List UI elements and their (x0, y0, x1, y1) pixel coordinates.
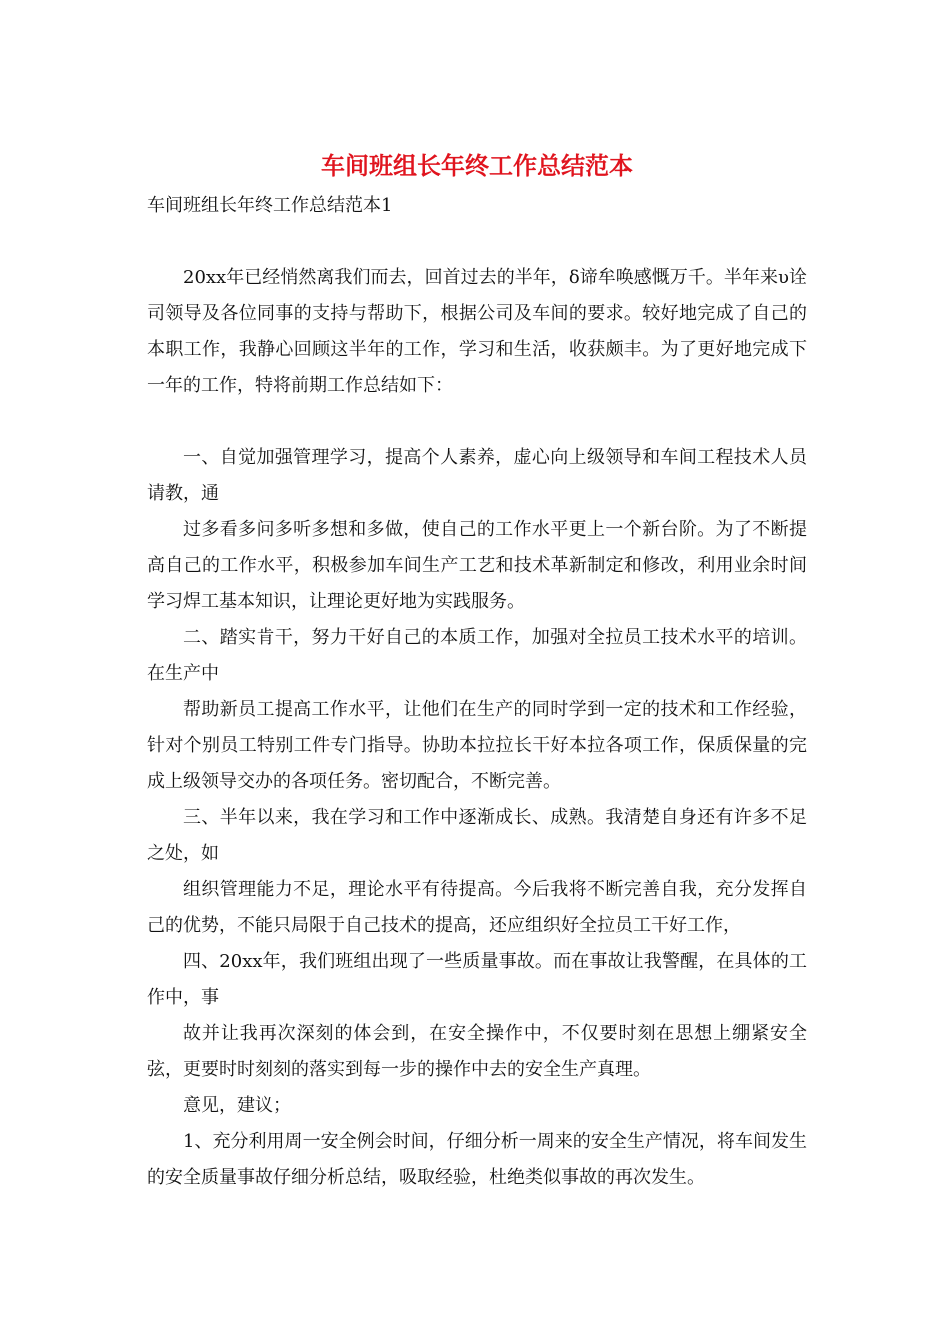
suggestions-heading: 意见，建议； (183, 1095, 291, 1116)
section-4-body-paragraph: 故并让我再次深刻的体会到，在安全操作中，不仅要时刻在思想上绷紧安全弦，更要时时刻刻的落实到每一步的操作中去的安全生产真理。 (147, 1023, 807, 1080)
document-title: 车间班组长年终工作总结范本 (321, 151, 633, 180)
section-2-body-paragraph: 帮助新员工提高工作水平，让他们在生产的同时学到一定的技术和工作经验，针对个别员工特别工件专门指导。协助本拉拉长干好本拉各项工作，保质保量的完成上级领导交办的各项任务。密切配合，不断完善。 (147, 699, 807, 792)
section-3-heading-paragraph: 三、半年以来，我在学习和工作中逐渐成长、成熟。我清楚自身还有许多不足之处，如 (147, 807, 807, 864)
intro-paragraph: 20xx年已经悄然离我们而去，回首过去的半年，δ谛牟唤感慨万千。半年来υ诠司领导及各位同事的支持与帮助下，根据公司及车间的要求。较好地完成了自己的本职工作，我静心回顾这半年的工作，学习和生活，收获颇丰。为了更好地完成下一年的工作，特将前期工作总结如下： (147, 267, 807, 396)
section-4-heading-paragraph: 四、20xx年，我们班组出现了一些质量事故。而在事故让我警醒，在具体的工作中，事 (147, 951, 807, 1008)
section-3-body-paragraph: 组织管理能力不足，理论水平有待提高。今后我将不断完善自我，充分发挥自己的优势，不能只局限于自己技术的提高，还应组织好全拉员工干好工作， (147, 879, 807, 936)
section-2-heading-paragraph: 二、踏实肯干，努力干好自己的本质工作，加强对全拉员工技术水平的培训。在生产中 (147, 627, 807, 684)
suggestion-item-1: 1、充分利用周一安全例会时间，仔细分析一周来的安全生产情况，将车间发生的安全质量事故仔细分析总结，吸取经验，杜绝类似事故的再次发生。 (147, 1131, 807, 1188)
document-subtitle: 车间班组长年终工作总结范本1 (147, 195, 393, 216)
section-1-body-paragraph: 过多看多问多听多想和多做，使自己的工作水平更上一个新台阶。为了不断提高自己的工作水平，积极参加车间生产工艺和技术革新制定和修改，利用业余时间学习焊工基本知识，让理论更好地为实践服务。 (147, 519, 807, 612)
section-1-heading-paragraph: 一、自觉加强管理学习，提高个人素养，虚心向上级领导和车间工程技术人员请教，通 (147, 447, 807, 504)
document-body (147, 148, 807, 1196)
